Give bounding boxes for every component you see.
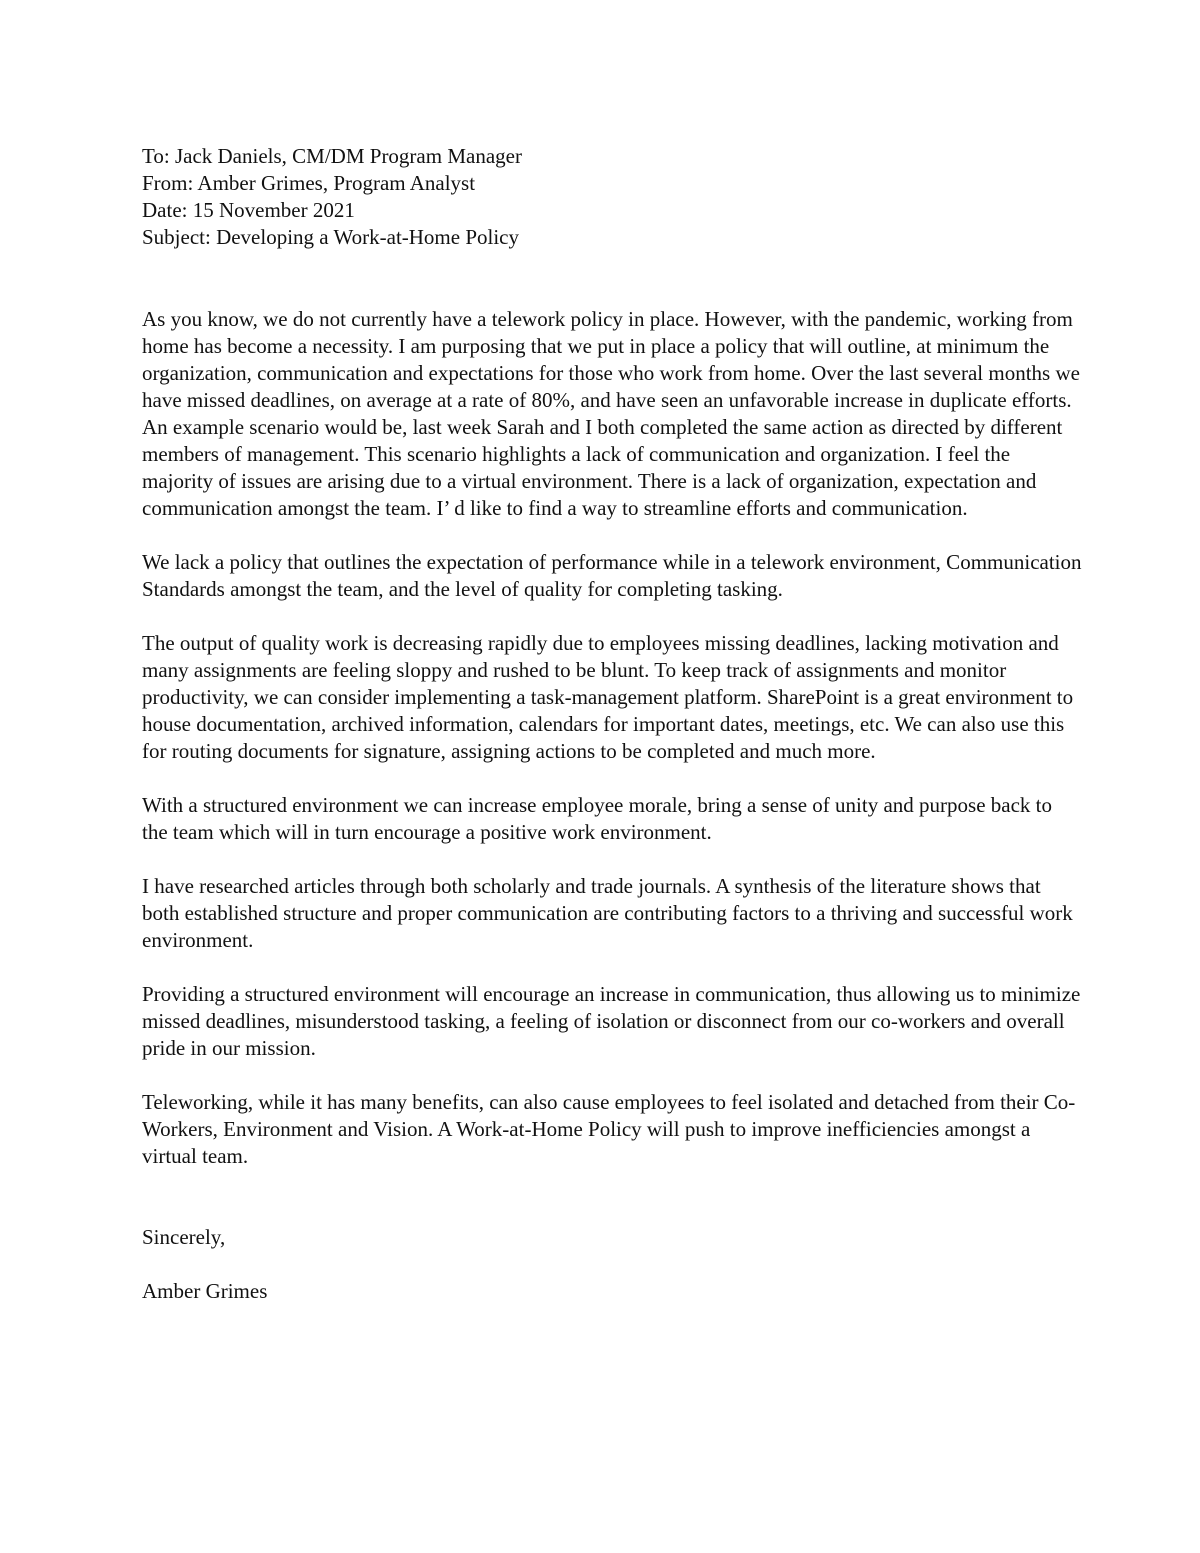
body-paragraph: The output of quality work is decreasing rapidly due to employees missing deadlines, lacking motivation and many assignments are feeling sloppy and rushed to be blunt. To keep track of assignments and monitor productivity, we can consider implementing a task-management platform. SharePoint is a great environment to house documentation, archived information, calendars for important dates, meetings, etc. We can also use this for routing documents for signature, assigning actions to be completed and much more. [142,631,1074,763]
memo-body [142,306,1082,1170]
body-paragraph: Providing a structured environment will encourage an increase in communication, thus allowing us to minimize missed deadlines, misunderstood tasking, a feeling of isolation or disconnect from our co-workers and overall pride in our mission. [142,982,1081,1060]
memo-from-line: From: Amber Grimes, Program Analyst [142,171,476,195]
memo-header [142,143,1082,251]
body-paragraph: With a structured environment we can increase employee morale, bring a sense of unity and purpose back to the team which will in turn encourage a positive work environment. [142,793,1053,844]
memo-to-line: To: Jack Daniels, CM/DM Program Manager [142,144,522,168]
memo-subject-line: Subject: Developing a Work-at-Home Policy [142,225,520,249]
memo-content [142,143,1082,1305]
body-paragraph: As you know, we do not currently have a telework policy in place. However, with the pandemic, working from home has become a necessity. I am purposing that we put in place a policy that will outline, at minimum the organization, communication and expectations for those who work from home. Over the last several months we have missed deadlines, on average at a rate of 80%, and have seen an unfavorable increase in duplicate efforts. An example scenario would be, last week Sarah and I both completed the same action as directed by different members of management. This scenario highlights a lack of communication and organization. I feel the majority of issues are arising due to a virtual environment. There is a lack of organization, expectation and communication amongst the team. I’ d like to find a way to streamline efforts and communication. [142,307,1080,520]
body-paragraph: We lack a policy that outlines the expectation of performance while in a telework environment, Communication Standards amongst the team, and the level of quality for completing tasking. [142,550,1082,601]
closing-salutation: Sincerely, [142,1225,226,1249]
signature-name: Amber Grimes [142,1279,268,1303]
memo-date-line: Date: 15 November 2021 [142,198,355,222]
body-paragraph: I have researched articles through both scholarly and trade journals. A synthesis of the literature shows that both established structure and proper communication are contributing factors to a thriving and successful work environment. [142,874,1073,952]
body-paragraph: Teleworking, while it has many benefits, can also cause employees to feel isolated and detached from their Co-Workers, Environment and Vision. A Work-at-Home Policy will push to improve inefficiencies amongst a virtual team. [142,1090,1076,1168]
